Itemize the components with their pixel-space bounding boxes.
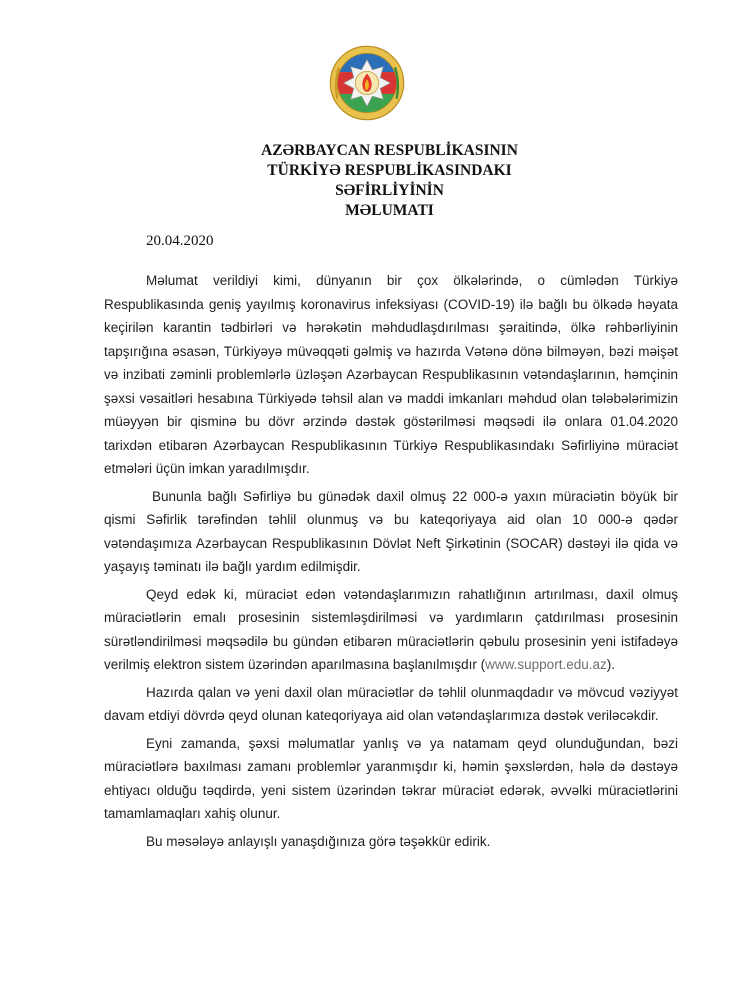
paragraph: Bununla bağlı Səfirliyə bu günədək daxil olmuş 22 000-ə yaxın müraciətin böyük bir qismi Səfirlik tərəfindən təhlil olunmuş və bu kateqoriyaya aid olan 10 000-ə qədər vətəndaşımıza Azərbaycan Respublikasının Dövlət Neft Şirkətinin (SOCAR) dəstəyi ilə qida və yaşayış təminatı ilə bağlı yardım edilmişdir. bbox=[104, 488, 678, 574]
azerbaijan-state-emblem-icon bbox=[328, 44, 406, 122]
link-suffix: ). bbox=[606, 657, 615, 672]
title-line: TÜRKİYƏ RESPUBLİKASINDAKI bbox=[267, 162, 512, 179]
paragraph: Məlumat verildiyi kimi, dünyanın bir çox ölkələrində, o cümlədən Türkiyə Respublikasında geniş yayılmış koronavirus infeksiyası (COVID-19) ilə bağlı bu ölkədə həyata keçirilən karantin tədbirləri və hərəkətin məhdudlaşdırılması şəraitində, ölkə rəhbərliyinin tapşırığına əsasən, Türkiyəyə müvəqqəti gəlmiş və hazırda Vətənə dönə bilməyən, bəzi məişət və inzibati zəminli problemlərlə üzləşən Azərbaycan Respublikasının vətəndaşlarının, həmçinin şəxsi vəsaitləri hesabına Türkiyədə təhsil alan və maddi imkanları məhdud olan tələbələrimizin müəyyən bir qisminə bu dövr ərzində dəstək göstərilməsi məqsədi ilə onlara 01.04.2020 tarixdən etibarən Azərbaycan Respublikasının Türkiyə Respublikasındakı Səfirliyinə müraciət etmələri üçün imkan yaradılmışdır. bbox=[104, 273, 678, 476]
title-line: AZƏRBAYCAN RESPUBLİKASININ bbox=[261, 142, 518, 159]
paragraph bbox=[104, 583, 678, 677]
document-date: 20.04.2020 bbox=[146, 233, 214, 249]
paragraph-text: Qeyd edək ki, müraciət edən vətəndaşlarımızın rahatlığının artırılması, daxil olmuş müraciətlərin emalı prosesinin sistemləşdirilməsi və yardımların çatdırılması prosesinin sürətləndirilməsi məqsədilə bu gündən etibarən müraciətlərin qəbulu prosesinin yeni istifadəyə verilmiş elektron sistem üzərindən aparılmasına başlanılmışdır ( bbox=[104, 586, 678, 672]
document-body bbox=[104, 269, 678, 857]
paragraph: Bu məsələyə anlayışlı yanaşdığınıza görə təşəkkür edirik. bbox=[146, 833, 491, 849]
title-line: SƏFİRLİYİNİN bbox=[335, 182, 444, 199]
paragraph: Hazırda qalan və yeni daxil olan müraciətlər də təhlil olunmaqdadır və mövcud vəziyyət davam etdiyi dövrdə qeyd olunan kateqoriyaya aid olan vətəndaşlarımıza dəstək veriləcəkdir. bbox=[104, 684, 678, 723]
paragraph: Eyni zamanda, şəxsi məlumatlar yanlış və ya natamam qeyd olunduğundan, bəzi müraciətlərə baxılması zamanı problemlər yaranmışdır ki, həmin şəxslərdən, hələ də dəstəyə ehtiyacı olduğu təqdirdə, yeni sistem üzərindən təkrar müraciət edərək, əvvəlki müraciətlərini tamamlamaqları xahiş olunur. bbox=[104, 735, 678, 821]
title-line: MƏLUMATI bbox=[345, 202, 434, 219]
document-title bbox=[0, 141, 750, 221]
support-link[interactable]: www.support.edu.az bbox=[485, 657, 607, 672]
